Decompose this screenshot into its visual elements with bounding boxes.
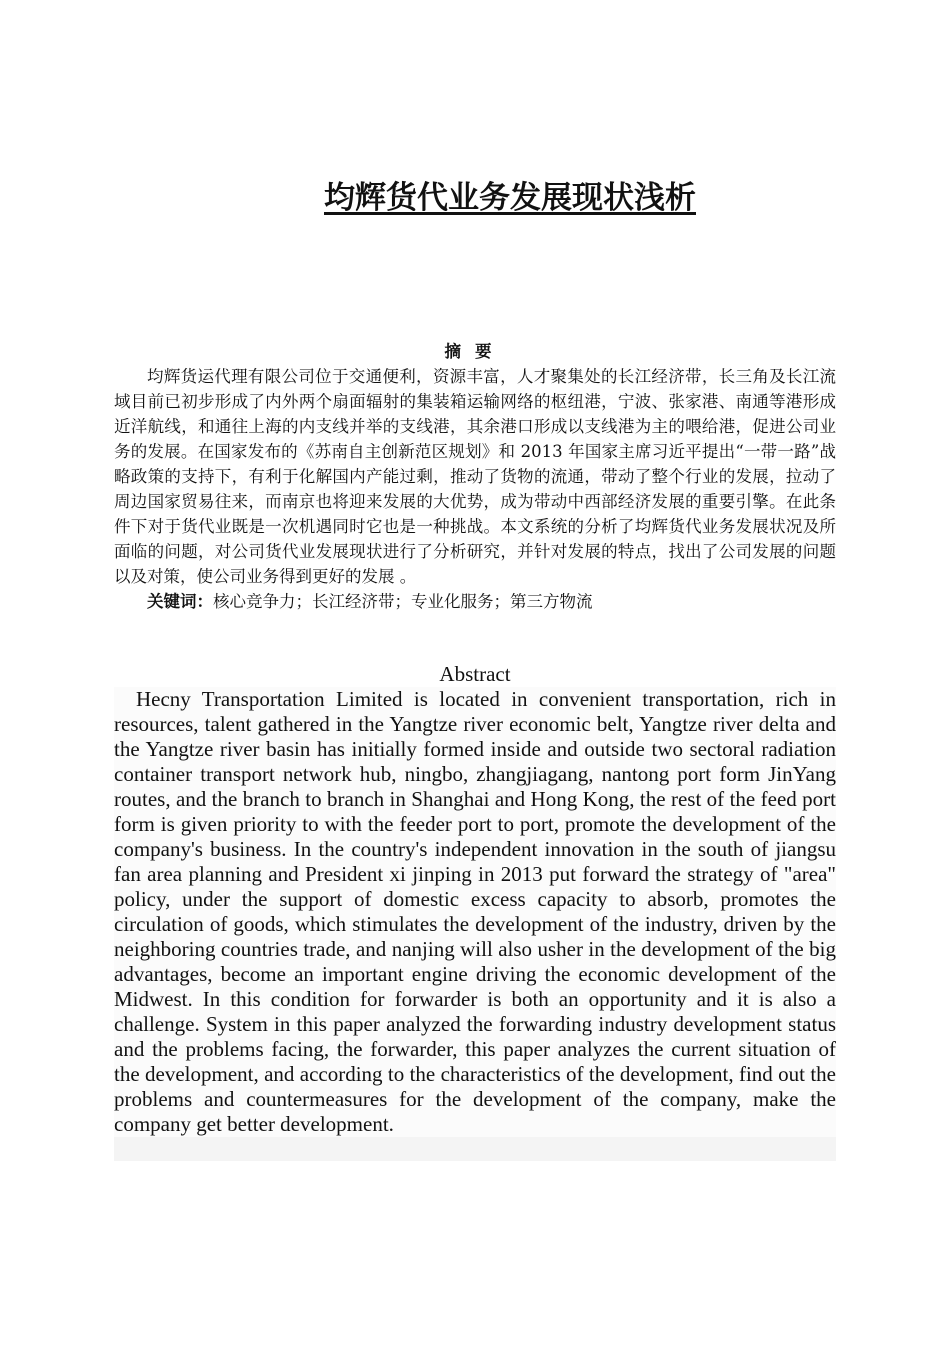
english-abstract-body: Hecny Transportation Limited is located in convenient transportation, rich in resources, talent gathered in the Yangtze river economic belt, Yangtze river delta and the Yangtze river basin has initially formed inside and outside two sectoral radiation container transport network hub, ningbo, zhangjiagang, nantong port form JinYang routes, and the branch to branch in Shanghai and Hong Kong, the rest of the feed port form is given priority to with the feeder port to port, promote the development of the company's business. In the country's independent innovation in the south of jiangsu fan area planning and President xi jinping in 2013 put forward the strategy of "area" policy, under the support of domestic excess capacity to absorb, promotes the circulation of goods, which stimulates the development of the industry, driven by the neighboring countries trade, and nanjing will also usher in the development of the big advantages, become an important engine driving the economic development of the Midwest. In this condition for forwarder is both an opportunity and it is also a challenge. System in this paper analyzed the forwarding industry development status and the problems facing, the forwarder, this paper analyzes the current situation of the development, and according to the characteristics of the development, find out the problems and countermeasures for the development of the company, make the company get better development. [114,687,836,1136]
chinese-abstract-body: 均辉货运代理有限公司位于交通便利，资源丰富，人才聚集处的长江经济带，长三角及长江流域目前已初步形成了内外两个扇面辐射的集装箱运输网络的枢纽港，宁波、张家港、南通等港形成近洋航线，和通往上海的内支线并举的支线港，其余港口形成以支线港为主的喂给港，促进公司业务的发展。在国家发布的《苏南自主创新范区规划》和 2013 年国家主席习近平提出“一带一路”战略政策的支持下，有利于化解国内产能过剩，推动了货物的流通，带动了整个行业的发展，拉动了周边国家贸易往来，而南京也将迎来发展的大优势，成为带动中西部经济发展的重要引擎。在此条件下对于货代业既是一次机遇同时它也是一种挑战。本文系统的分析了均辉货代业务发展状况及所面临的问题，对公司货代业发展现状进行了分析研究，并针对发展的特点，找出了公司发展的问题以及对策，使公司业务得到更好的发展 。 [114,367,836,586]
keywords-list: 核心竞争力；长江经济带；专业化服务；第三方物流 [213,592,593,611]
chinese-abstract-section [114,339,836,614]
english-abstract-section [114,662,836,1161]
keywords-label: 关键词： [147,592,213,611]
empty-shaded-line [114,1137,836,1161]
english-abstract-heading: Abstract [439,662,511,686]
chinese-abstract-heading: 摘要 [444,342,506,361]
document-title: 均辉货代业务发展现状浅析 [324,180,696,216]
keywords-line [114,589,836,614]
